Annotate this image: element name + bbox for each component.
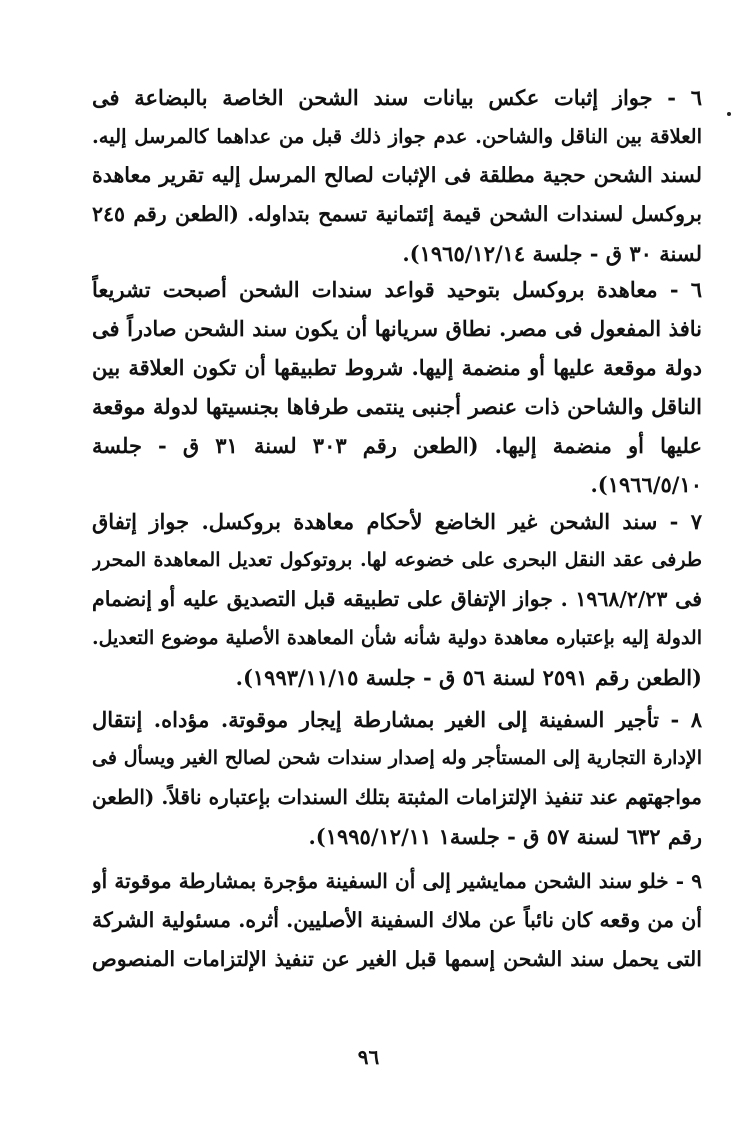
text-line: فى ١٩٦٨/٢/٢٣ . جواز الإتفاق على تطبيقه قبل التصديق عليه أو إنضمام	[92, 587, 702, 611]
text-line: رقم ٦٣٢ لسنة ٥٧ ق - جلسة١ ١٩٩٥/١٢/١١).	[308, 824, 702, 849]
text-line: ٩ - خلو سند الشحن ممايشير إلى أن السفينة مؤجرة بمشارطة موقوتة أو	[92, 869, 702, 893]
text-line: التى يحمل سند الشحن إسمها قبل الغير عن تنفيذ الإلتزامات المنصوص	[92, 947, 702, 971]
text-line: طرفى عقد النقل البحرى على خضوعه لها. بروتوكول تعديل المعاهدة المحرر	[92, 549, 702, 571]
paragraph-8	[92, 700, 702, 856]
text-line: (الطعن رقم ٢٥٩١ لسنة ٥٦ ق - جلسة ١٩٩٣/١١/١٥).	[235, 665, 702, 690]
text-line: نافذ المفعول فى مصر. نطاق سريانها أن يكون سند الشحن صادراً فى	[92, 316, 702, 341]
text-line: الناقل والشاحن ذات عنصر أجنبى ينتمى طرفاها بجنسيتها لدولة موقعة	[92, 394, 702, 419]
paragraph-6a	[92, 78, 702, 273]
text-line: أن من وقعه كان نائباً عن ملاك السفينة الأصليين. أثره. مسئولية الشركة	[92, 908, 702, 932]
text-line: مواجهتهم عند تنفيذ الإلتزامات المثبتة بتلك السندات بإعتباره ناقلاً. (الطعن	[92, 785, 702, 809]
paragraph-7	[92, 502, 702, 697]
page-number: ٩٦	[357, 1045, 380, 1069]
text-line: ٦ - معاهدة بروكسل بتوحيد قواعد سندات الشحن أصبحت تشريعاً	[92, 277, 702, 302]
text-line: الدولة إليه بإعتباره معاهدة دولية شأنه شأن المعاهدة الأصلية موضوع التعديل.	[92, 627, 702, 649]
paragraph-6b	[92, 270, 702, 504]
text-line: الإدارة التجارية إلى المستأجر وله إصدار سندات شحن لصالح الغير ويسأل فى	[92, 747, 702, 769]
text-line: لسنة ٣٠ ق - جلسة ١٩٦٥/١٢/١٤).	[402, 241, 702, 266]
text-line: العلاقة بين الناقل والشاحن. عدم جواز ذلك قبل من عداهما كالمرسل إليه.	[92, 125, 702, 148]
text-line: ١٩٦٦/٥/١٠).	[590, 472, 702, 497]
text-line: لسند الشحن حجية مطلقة فى الإثبات لصالح المرسل إليه تقرير معاهدة	[92, 163, 702, 187]
paragraph-9	[92, 862, 702, 979]
text-line: ٧ - سند الشحن غير الخاضع لأحكام معاهدة بروكسل. جواز إتفاق	[92, 509, 702, 534]
text-line: ٦ - جواز إثبات عكس بيانات سند الشحن الخاصة بالبضاعة فى	[92, 85, 702, 110]
text-line: عليها أو منضمة إليها. (الطعن رقم ٣٠٣ لسنة ٣١ ق - جلسة	[92, 433, 702, 458]
text-line: بروكسل لسندات الشحن قيمة إئتمانية تسمح بتداوله. (الطعن رقم ٢٤٥	[92, 202, 702, 226]
text-line: ٨ - تأجير السفينة إلى الغير بمشارطة إيجار موقوتة. مؤداه. إنتقال	[92, 707, 702, 732]
margin-mark	[727, 112, 731, 116]
text-line: دولة موقعة عليها أو منضمة إليها. شروط تطبيقها أن تكون العلاقة بين	[92, 355, 702, 380]
